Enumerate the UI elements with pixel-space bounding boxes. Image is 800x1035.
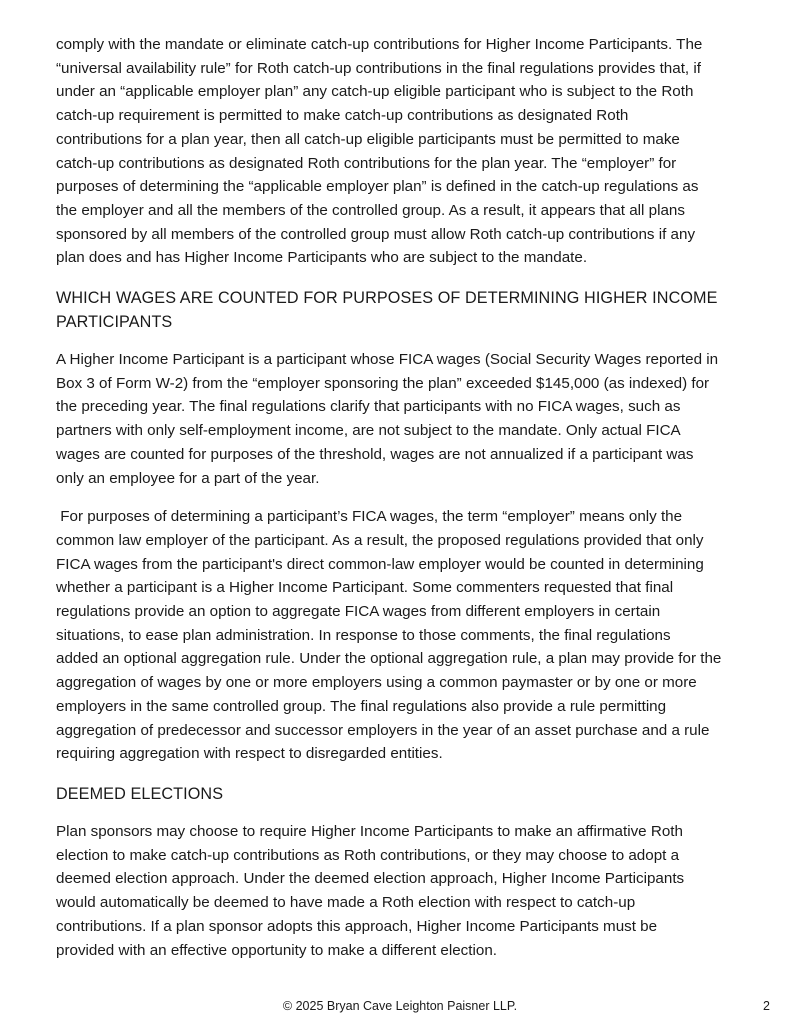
- text-line: A Higher Income Participant is a participant whose FICA wages (Social Security Wages reported in: [56, 351, 719, 369]
- text-line: catch-up contributions as designated Roth contributions for the plan year. The “employer” for: [56, 154, 677, 172]
- text-line: Plan sponsors may choose to require Higher Income Participants to make an affirmative Roth: [56, 822, 683, 840]
- text-line: provided with an effective opportunity to make a different election.: [56, 941, 497, 959]
- section-heading-wages-counted: [56, 286, 744, 334]
- paragraph-employer-definition: [56, 505, 744, 766]
- text-line: “universal availability rule” for Roth catch-up contributions in the final regulations provides that, if: [56, 59, 701, 77]
- text-line: election to make catch-up contributions as Roth contributions, or they may choose to adopt a: [56, 846, 680, 864]
- text-line: contributions. If a plan sponsor adopts this approach, Higher Income Participants must be: [56, 917, 658, 935]
- page-number: 2: [763, 999, 770, 1013]
- text-line: under an “applicable employer plan” any catch-up eligible participant who is subject to the Roth: [56, 83, 694, 101]
- paragraph-universal-availability: [56, 33, 744, 270]
- text-line: Box 3 of Form W-2) from the “employer sponsoring the plan” exceeded $145,000 (as indexed) for: [56, 374, 710, 392]
- text-line: deemed election approach. Under the deemed election approach, Higher Income Participants: [56, 870, 685, 888]
- text-line: would automatically be deemed to have made a Roth election with respect to catch-up: [56, 894, 636, 912]
- text-line: employers in the same controlled group. The final regulations also provide a rule permitting: [56, 697, 667, 715]
- footer-copyright: © 2025 Bryan Cave Leighton Paisner LLP.: [282, 999, 518, 1013]
- text-line: whether a participant is a Higher Income Participant. Some commenters requested that final: [56, 579, 674, 597]
- text-line: partners with only self-employment income, are not subject to the mandate. Only actual FICA: [56, 422, 681, 440]
- text-line: only an employee for a part of the year.: [56, 469, 320, 487]
- heading-line: PARTICIPANTS: [56, 313, 173, 332]
- text-line: purposes of determining the “applicable employer plan” is defined in the catch-up regulations as: [56, 178, 699, 196]
- text-line: plan does and has Higher Income Participants who are subject to the mandate.: [56, 249, 588, 267]
- document-page: [56, 33, 744, 962]
- text-line: the employer and all the members of the controlled group. As a result, it appears that all plans: [56, 201, 685, 219]
- text-line: situations, to ease plan administration. In response to those comments, the final regulations: [56, 626, 671, 644]
- text-line: wages are counted for purposes of the threshold, wages are not annualized if a participant was: [56, 445, 694, 463]
- text-line: the preceding year. The final regulations clarify that participants with no FICA wages, such as: [56, 398, 681, 416]
- text-line: FICA wages from the participant's direct common-law employer would be counted in determining: [56, 555, 704, 573]
- text-line: catch-up requirement is permitted to make catch-up contributions as designated Roth: [56, 107, 629, 125]
- text-line: added an optional aggregation rule. Under the optional aggregation rule, a plan may provide for the: [56, 650, 722, 668]
- text-line: For purposes of determining a participant’s FICA wages, the term “employer” means only the: [56, 508, 683, 526]
- text-line: regulations provide an option to aggregate FICA wages from different employers in certain: [56, 603, 661, 621]
- heading-line: DEEMED ELECTIONS: [56, 784, 224, 803]
- section-heading-deemed-elections: [56, 782, 744, 806]
- text-line: comply with the mandate or eliminate catch-up contributions for Higher Income Participants. The: [56, 36, 703, 53]
- text-line: common law employer of the participant. As a result, the proposed regulations provided that only: [56, 531, 704, 549]
- paragraph-deemed-election-approach: [56, 820, 744, 962]
- heading-line: WHICH WAGES ARE COUNTED FOR PURPOSES OF DETERMINING HIGHER INCOME: [56, 289, 718, 308]
- paragraph-higher-income-definition: [56, 348, 744, 490]
- text-line: aggregation of wages by one or more employers using a common paymaster or by one or more: [56, 674, 697, 692]
- text-line: sponsored by all members of the controlled group must allow Roth catch-up contributions if any: [56, 225, 696, 243]
- text-line: contributions for a plan year, then all catch-up eligible participants must be permitted to make: [56, 130, 680, 148]
- text-line: aggregation of predecessor and successor employers in the year of an asset purchase and a rule: [56, 721, 710, 739]
- text-line: requiring aggregation with respect to disregarded entities.: [56, 745, 443, 763]
